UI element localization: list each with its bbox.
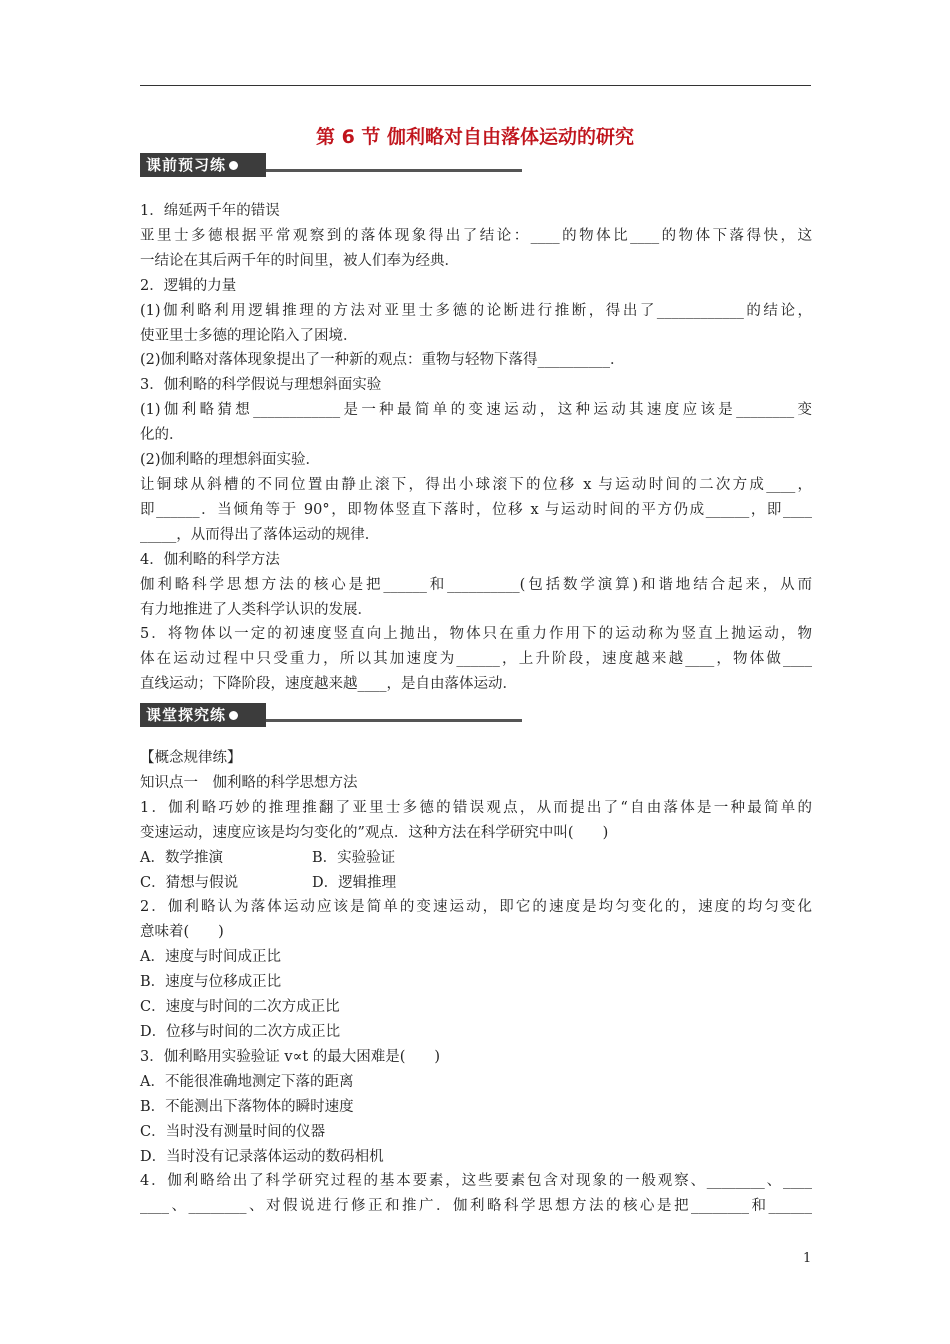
section-header-pre <box>140 153 522 177</box>
text-line: 1．伽利略巧妙的推理推翻了亚里士多德的错误观点，从而提出了“自由落体是一种最简单的 <box>140 799 812 816</box>
option-line: A．不能很准确地测定下落的距离 <box>140 1073 354 1090</box>
page-number: 1 <box>803 1251 812 1266</box>
text-line: (1)伽利略利用逻辑推理的方法对亚里士多德的论断进行推断，得出了____________的结论， <box>140 302 812 319</box>
page-title: 第 6 节 伽利略对自由落体运动的研究 <box>315 126 635 148</box>
text-line: 5．将物体以一定的初速度竖直向上抛出，物体只在重力作用下的运动称为竖直上抛运动，物 <box>140 626 812 643</box>
header-rule <box>140 85 811 86</box>
text-line: (1)伽利略猜想____________是一种最简单的变速运动，这种运动其速度应该是________变 <box>140 402 812 419</box>
text-line: 2．伽利略认为落体运动应该是简单的变速运动，即它的速度是均匀变化的，速度的均匀变化 <box>140 899 812 916</box>
text-line: _____，从而得出了落体运动的规律． <box>140 526 380 543</box>
text-line: ____、________、对假说进行修正和推广．伽利略科学思想方法的核心是把________和______ <box>140 1198 812 1215</box>
section-label: 课堂探究练 <box>146 706 227 724</box>
text-line: 亚里士多德根据平常观察到的落体现象得出了结论：____的物体比____的物体下落得快，这 <box>140 227 812 244</box>
text-line: 【概念规律练】 <box>140 750 242 766</box>
text-line: 即______．当倾角等于 90°，即物体竖直下落时，位移 x 与运动时间的平方仍成______，即____ <box>140 501 812 518</box>
text-line: 使亚里士多德的理论陷入了困境． <box>140 327 358 344</box>
text-line: 让铜球从斜槽的不同位置由静止滚下，得出小球滚下的位移 x 与运动时间的二次方成____， <box>140 476 812 493</box>
text-line: 伽利略科学思想方法的核心是把______和__________(包括数学演算)和谐地结合起来，从而 <box>140 576 812 593</box>
option-row <box>140 846 812 871</box>
section-badge <box>140 153 266 177</box>
text-line: 知识点一 伽利略的科学思想方法 <box>140 774 358 791</box>
class-practice-content <box>140 746 812 1219</box>
option-line: B．速度与位移成正比 <box>140 974 282 991</box>
option-line: C．当时没有测量时间的仪器 <box>140 1123 326 1140</box>
text-line: 意味着( ) <box>140 924 224 941</box>
text-line: 体在运动过程中只受重力，所以其加速度为______，上升阶段，速度越来越____，物体做____ <box>140 651 812 668</box>
text-line: 化的． <box>140 427 184 444</box>
section-rule <box>266 169 522 172</box>
text-line: 一结论在其后两千年的时间里，被人们奉为经典． <box>140 252 459 269</box>
bullet-dot-icon <box>229 711 238 720</box>
option-line: B．不能测出下落物体的瞬时速度 <box>140 1098 354 1115</box>
text-line: 3．伽利略用实验验证 v∝t 的最大困难是( ) <box>140 1048 441 1065</box>
option-d: D．逻辑推理 <box>312 874 397 891</box>
option-line: D．当时没有记录落体运动的数码相机 <box>140 1148 384 1165</box>
option-line: D．位移与时间的二次方成正比 <box>140 1023 341 1040</box>
text-line: 1．绵延两千年的错误 <box>140 203 280 219</box>
text-line: 4．伽利略给出了科学研究过程的基本要素，这些要素包含对现象的一般观察、________、____ <box>140 1173 812 1190</box>
section-header-class <box>140 703 522 727</box>
text-line: 有力地推进了人类科学认识的发展． <box>140 601 372 618</box>
option-a: A．数学推演 <box>140 849 223 866</box>
text-line: 2．逻辑的力量 <box>140 277 237 294</box>
section-badge <box>140 703 266 727</box>
option-b: B．实验验证 <box>312 849 396 866</box>
option-line: A．速度与时间成正比 <box>140 949 281 966</box>
text-line: 变速运动，速度应该是均匀变化的”观点．这种方法在科学研究中叫( ) <box>140 824 609 841</box>
section-label: 课前预习练 <box>146 156 227 174</box>
text-line: 直线运动；下降阶段，速度越来越____，是自由落体运动． <box>140 676 517 693</box>
text-line: 4．伽利略的科学方法 <box>140 551 280 568</box>
option-row <box>140 871 812 896</box>
bullet-dot-icon <box>229 161 238 170</box>
option-line: C．速度与时间的二次方成正比 <box>140 999 340 1016</box>
text-line: (2)伽利略对落体现象提出了一种新的观点：重物与轻物下落得__________． <box>140 352 625 369</box>
option-c: C．猜想与假说 <box>140 874 239 891</box>
text-line: 3．伽利略的科学假说与理想斜面实验 <box>140 377 382 394</box>
pre-study-content <box>140 199 812 697</box>
text-line: (2)伽利略的理想斜面实验． <box>140 452 321 469</box>
section-rule <box>266 719 522 722</box>
